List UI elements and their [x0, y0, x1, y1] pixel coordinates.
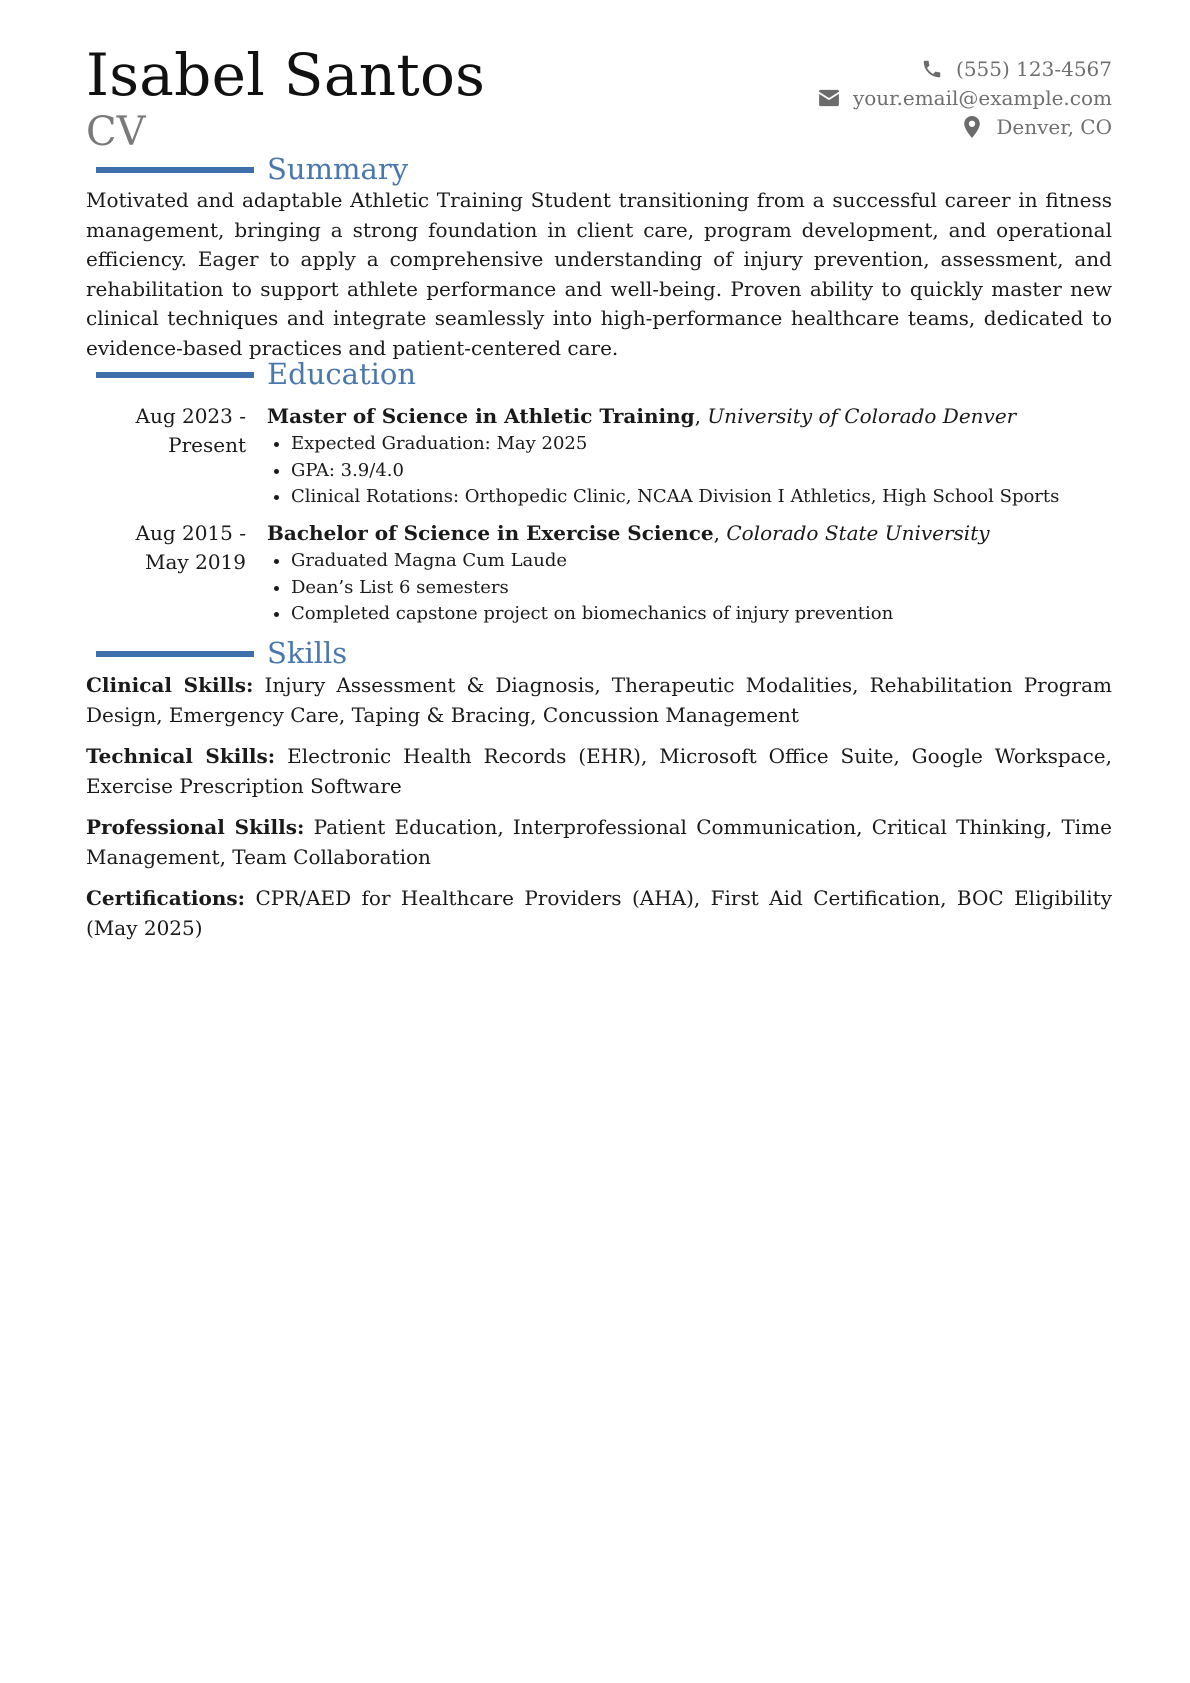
skill-label: Technical Skills: [86, 744, 276, 768]
section-accent-bar [96, 651, 254, 657]
degree-title: Master of Science in Athletic Training [267, 404, 695, 428]
contact-phone [817, 54, 1112, 83]
contact-email [817, 83, 1112, 112]
list-item: • GPA: 3.9/4.0 [291, 458, 1112, 485]
list-item: • Expected Graduation: May 2025 [291, 431, 1112, 458]
education-details [267, 519, 1112, 628]
summary-heading [86, 152, 1112, 186]
skill-group-professional [86, 813, 1112, 872]
section-accent-bar [96, 167, 254, 173]
map-marker-icon [960, 116, 984, 138]
list-item: • Completed capstone project on biomechanics of injury prevention [291, 601, 1112, 628]
summary-text: Motivated and adaptable Athletic Training Student transitioning from a successful career in fitness management, bringing a strong foundation in client care, program development, and operational efficiency. Eager to apply a comprehensive understanding of injury prevention, assessment, and rehabilitation to support athlete performance and well-being. Proven ability to quickly master new clinical techniques and integrate seamlessly into high-performance healthcare teams, dedicated to evidence-based practices and patient-centered care. [86, 188, 1112, 360]
skill-text: Patient Education, Interprofessional Communication, Critical Thinking, Time Management, Team Collaboration [86, 815, 1112, 869]
skill-text: CPR/AED for Healthcare Providers (AHA), First Aid Certification, BOC Eligibility (May 2025) [86, 886, 1112, 940]
contact-location [817, 112, 1112, 141]
section-title-education: Education [267, 357, 417, 391]
skill-label: Professional Skills: [86, 815, 305, 839]
education-bullets [267, 548, 1112, 628]
degree-line: Bachelor of Science in Exercise Science, Colorado State University [267, 521, 990, 545]
date-start: Aug 2015 - [135, 521, 246, 545]
contact-block [817, 54, 1112, 141]
skill-label: Certifications: [86, 886, 246, 910]
email-link[interactable]: your.email@example.com [852, 85, 1112, 110]
skill-text: Injury Assessment & Diagnosis, Therapeutic Modalities, Rehabilitation Program Design, Emergency Care, Taping & Bracing, Concussion Management [86, 673, 1113, 727]
skill-label: Clinical Skills: [86, 673, 254, 697]
section-title-summary: Summary [267, 152, 409, 186]
list-item: • Dean’s List 6 semesters [291, 575, 1112, 602]
education-details [267, 402, 1112, 511]
skills-list [86, 671, 1112, 955]
phone-text: (555) 123-4567 [956, 56, 1112, 81]
skill-group-clinical [86, 671, 1112, 730]
degree-line: Master of Science in Athletic Training, University of Colorado Denver [267, 404, 1017, 428]
degree-title: Bachelor of Science in Exercise Science [267, 521, 714, 545]
candidate-name: Isabel Santos [86, 41, 486, 109]
location-text: Denver, CO [996, 114, 1112, 139]
skill-group-certifications [86, 884, 1112, 943]
date-end: May 2019 [145, 550, 246, 574]
document-type: CV [86, 109, 146, 155]
education-bullets [267, 431, 1112, 511]
section-title-skills: Skills [267, 636, 348, 670]
education-heading [86, 357, 1112, 391]
list-item: • Clinical Rotations: Orthopedic Clinic, NCAA Division I Athletics, High School Sports [291, 484, 1112, 511]
skills-heading [86, 636, 1112, 670]
phone-icon [920, 58, 944, 80]
envelope-icon [817, 87, 841, 109]
date-end: Present [168, 433, 246, 457]
skill-text: Electronic Health Records (EHR), Microsoft Office Suite, Google Workspace, Exercise Prescription Software [86, 744, 1113, 798]
list-item: • Graduated Magna Cum Laude [291, 548, 1112, 575]
date-start: Aug 2023 - [135, 404, 246, 428]
education-dates [86, 402, 246, 460]
school-name: University of Colorado Denver [707, 404, 1017, 428]
section-accent-bar [96, 372, 254, 378]
skill-group-technical [86, 742, 1112, 801]
school-name: Colorado State University [726, 521, 990, 545]
education-dates [86, 519, 246, 577]
